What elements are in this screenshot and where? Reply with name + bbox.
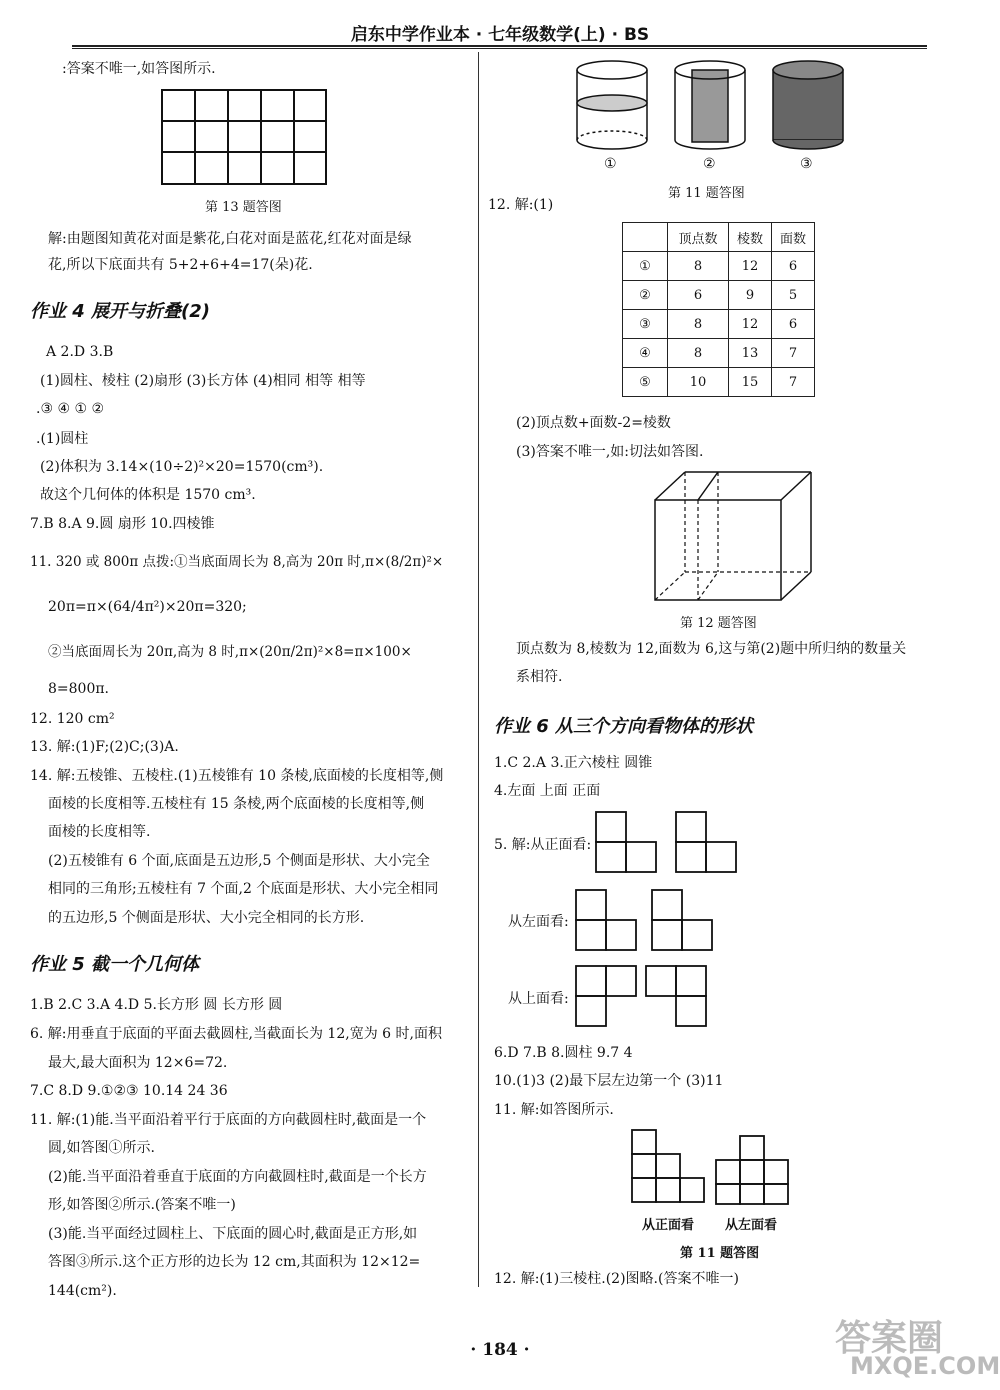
- table-cell: 12: [729, 310, 772, 339]
- text-line: 面棱的长度相等.五棱柱有 15 条棱,两个底面棱的长度相等,侧: [48, 796, 425, 812]
- table-cell: 6: [772, 252, 815, 281]
- table-cell: 12: [729, 252, 772, 281]
- table-cell: 7: [772, 339, 815, 368]
- text-line: A 2.D 3.B: [46, 344, 114, 360]
- table-cell: ⑤: [623, 368, 668, 397]
- text-line: 12. 解:(1): [488, 197, 554, 213]
- table-cell: 9: [729, 281, 772, 310]
- text-line: 14. 解:五棱锥、五棱柱.(1)五棱锥有 10 条棱,底面棱的长度相等,侧: [30, 768, 444, 784]
- text-line: (1)圆柱、棱柱 (2)扇形 (3)长方体 (4)相同 相等 相等: [40, 373, 366, 389]
- cylinders-figure: [570, 58, 850, 158]
- text-line: 花,所以下底面共有 5+2+6+4=17(朵)花.: [48, 257, 313, 273]
- table-row: [623, 252, 815, 281]
- table-cell: 15: [729, 368, 772, 397]
- section-title-6: 作业 6 从三个方向看物体的形状: [494, 716, 754, 737]
- answer-table-12: [622, 222, 815, 397]
- views-figure-5: [570, 808, 750, 1028]
- text-line: 144(cm²).: [48, 1283, 117, 1299]
- text-line: 系相符.: [516, 669, 563, 685]
- view-label: 从左面看: [725, 1218, 778, 1233]
- table-cell: 6: [668, 281, 729, 310]
- view-label: 从正面看: [642, 1218, 695, 1233]
- text-line: 7.C 8.D 9.①②③ 10.14 24 36: [30, 1083, 228, 1099]
- text-line: (3)答案不唯一,如:切法如答图.: [516, 444, 704, 460]
- table-row: [623, 368, 815, 397]
- cylinder-label-3: ③: [800, 156, 813, 172]
- text-line: 11. 解:(1)能.当平面沿着平行于底面的方向截圆柱时,截面是一个: [30, 1112, 427, 1128]
- text-line: 20π=π×(64/4π²)×20π=320;: [48, 599, 247, 615]
- text-line: 答图③所示.这个正方形的边长为 12 cm,其面积为 12×12=: [48, 1254, 421, 1270]
- table-cell: ②: [623, 281, 668, 310]
- table-cell: 棱数: [729, 223, 772, 252]
- text-line: (2)五棱锥有 6 个面,底面是五边形,5 个侧面是形状、大小完全: [48, 853, 430, 869]
- table-row: [623, 339, 815, 368]
- section-title-4: 作业 4 展开与折叠(2): [30, 301, 211, 322]
- text-line: 从上面看:: [508, 991, 569, 1007]
- table-cell: 8: [668, 339, 729, 368]
- text-line: 11. 解:如答图所示.: [494, 1102, 614, 1118]
- cuboid-figure-12: [650, 468, 840, 608]
- page-header: 启东中学作业本 · 七年级数学(上) · BS: [350, 25, 650, 45]
- table-cell: ①: [623, 252, 668, 281]
- figure-caption: 第 13 题答图: [205, 200, 282, 215]
- section-title-5: 作业 5 截一个几何体: [30, 954, 200, 975]
- table-cell: 面数: [772, 223, 815, 252]
- text-line: ②当底面周长为 20π,高为 8 时,π×(20π/2π)²×8=π×100×: [48, 644, 412, 660]
- text-line: .③ ④ ① ②: [36, 401, 105, 417]
- text-line: 的五边形,5 个侧面是形状、大小完全相同的长方形.: [48, 910, 365, 926]
- text-line: (3)能.当平面经过圆柱上、下底面的圆心时,截面是正方形,如: [48, 1226, 418, 1242]
- text-line: 形,如答图②所示.(答案不唯一): [48, 1197, 236, 1213]
- text-line: 7.B 8.A 9.圆 扇形 10.四棱锥: [30, 516, 215, 532]
- table-header-row: [623, 223, 815, 252]
- cylinder-label-1: ①: [604, 156, 617, 172]
- text-line: 12. 120 cm²: [30, 711, 115, 727]
- text-line: 解:由题图知黄花对面是紫花,白花对面是蓝花,红花对面是绿: [48, 231, 412, 247]
- text-line: 12. 解:(1)三棱柱.(2)图略.(答案不唯一): [494, 1271, 739, 1287]
- text-line: 6.D 7.B 8.圆柱 9.7 4: [494, 1045, 633, 1061]
- table-cell: 7: [772, 368, 815, 397]
- grid-figure-13: [160, 88, 330, 188]
- column-divider: [478, 52, 479, 1287]
- text-line: 13. 解:(1)F;(2)C;(3)A.: [30, 739, 179, 755]
- table-cell: ④: [623, 339, 668, 368]
- text-line: (2)能.当平面沿着垂直于底面的方向截圆柱时,截面是一个长方: [48, 1169, 427, 1185]
- table-cell: 6: [772, 310, 815, 339]
- table-cell: 顶点数: [668, 223, 729, 252]
- text-line: 5. 解:从正面看:: [494, 837, 592, 853]
- figure-caption: 第 12 题答图: [680, 616, 757, 631]
- text-line: 1.C 2.A 3.正六棱柱 圆锥: [494, 755, 653, 771]
- text-line: :答案不唯一,如答图所示.: [62, 61, 216, 77]
- figure-caption: 第 11 题答图: [668, 186, 745, 201]
- text-line: 从左面看:: [508, 914, 569, 930]
- page-number: · 184 ·: [470, 1340, 530, 1360]
- text-line: 6. 解:用垂直于底面的平面去截圆柱,当截面长为 12,宽为 6 时,面积: [30, 1026, 442, 1042]
- cylinder-label-2: ②: [703, 156, 716, 172]
- text-line: (2)体积为 3.14×(10÷2)²×20=1570(cm³).: [40, 459, 324, 475]
- text-line: 相同的三角形;五棱柱有 7 个面,2 个底面是形状、大小完全相同: [48, 881, 439, 897]
- text-line: 面棱的长度相等.: [48, 824, 151, 840]
- text-line: 8=800π.: [48, 681, 110, 697]
- table-cell: 13: [729, 339, 772, 368]
- text-line: 最大,最大面积为 12×6=72.: [48, 1055, 228, 1071]
- text-line: .(1)圆柱: [36, 431, 89, 447]
- table-cell: 10: [668, 368, 729, 397]
- text-line: 11. 320 或 800π 点拨:①当底面周长为 8,高为 20π 时,π×(8/2π)²×: [30, 554, 444, 570]
- table-row: [623, 281, 815, 310]
- text-line: 故这个几何体的体积是 1570 cm³.: [40, 487, 256, 503]
- header-rule-thin: [72, 48, 927, 49]
- table-cell: 8: [668, 252, 729, 281]
- text-line: (2)顶点数+面数-2=棱数: [516, 415, 671, 431]
- text-line: 圆,如答图①所示.: [48, 1140, 155, 1156]
- table-cell: 8: [668, 310, 729, 339]
- views-figure-11: [628, 1128, 798, 1212]
- table-row: [623, 310, 815, 339]
- text-line: 4.左面 上面 正面: [494, 783, 601, 799]
- text-line: 1.B 2.C 3.A 4.D 5.长方形 圆 长方形 圆: [30, 997, 283, 1013]
- text-line: 顶点数为 8,棱数为 12,面数为 6,这与第(2)题中所归纳的数量关: [516, 641, 907, 657]
- figure-caption: 第 11 题答图: [680, 1246, 760, 1261]
- watermark-url: MXQE.COM: [850, 1352, 1000, 1380]
- header-rule: [72, 45, 927, 47]
- table-cell: [623, 223, 668, 252]
- watermark: 答案圈: [835, 1318, 944, 1359]
- text-line: 10.(1)3 (2)最下层左边第一个 (3)11: [494, 1073, 724, 1089]
- table-cell: 5: [772, 281, 815, 310]
- table-cell: ③: [623, 310, 668, 339]
